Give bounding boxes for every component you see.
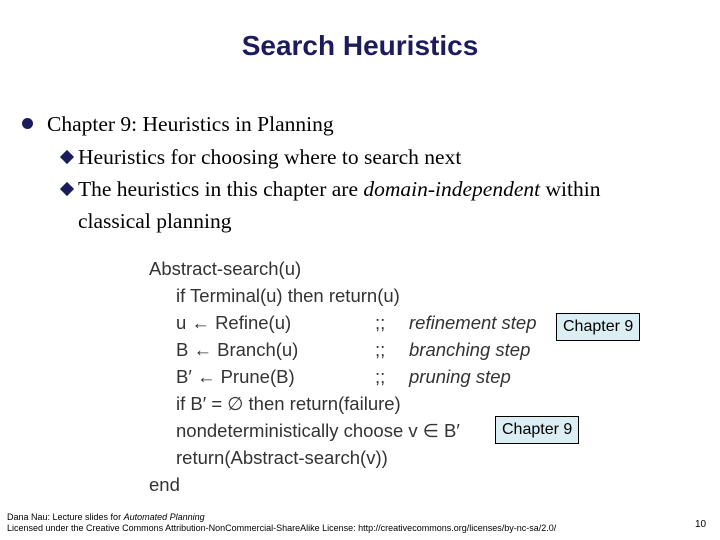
algo-comment-branching: branching step <box>409 339 531 360</box>
diamond-bullet-icon <box>60 150 74 164</box>
diamond-bullet-icon <box>60 182 74 196</box>
sub-bullet-2-text: The heuristics in this chapter are <box>78 177 364 201</box>
sub-bullet-2-continued: classical planning <box>78 209 232 233</box>
algo-comment-marker: ;; <box>375 312 386 333</box>
callout-chapter-9-choose: Chapter 9 <box>495 416 579 444</box>
sub-bullet-2-emphasis: domain-independent <box>363 177 541 201</box>
footer-license: Licensed under the Creative Commons Attribution-NonCommercial-ShareAlike License: http://creativecommons.org/licenses/by-nc-sa/2.0/ <box>7 523 557 533</box>
algo-line-9: end <box>149 474 180 495</box>
sub-bullet-2 <box>78 177 600 202</box>
algo-comment-marker: ;; <box>375 366 386 387</box>
footer-line-1 <box>7 512 556 523</box>
bullet-dot <box>22 118 33 129</box>
algo-line-2: if Terminal(u) then return(u) <box>176 285 400 306</box>
algo-comment-marker: ;; <box>375 339 386 360</box>
algo-comment-pruning: pruning step <box>409 366 511 387</box>
footer-book-title: Automated Planning <box>123 512 205 522</box>
algo-comment-refinement: refinement step <box>409 312 537 333</box>
algo-line-3: u ← Refine(u) <box>176 312 292 333</box>
page-number: 10 <box>695 519 707 530</box>
algo-line-7: nondeterministically choose v ∈ B′ <box>176 420 460 441</box>
sub-bullet-2-text-end: within <box>540 177 601 201</box>
footer-author: Dana Nau: Lecture slides for <box>7 512 124 522</box>
callout-chapter-9-refine: Chapter 9 <box>556 313 640 341</box>
algo-line-8: return(Abstract-search(v)) <box>176 447 388 468</box>
sub-bullet-1: Heuristics for choosing where to search next <box>78 145 462 169</box>
algo-line-1: Abstract-search(u) <box>149 258 302 279</box>
bullet-main: Chapter 9: Heuristics in Planning <box>47 112 334 136</box>
algo-line-5: B′ ← Prune(B) <box>176 366 295 387</box>
slide-title: Search Heuristics <box>241 30 479 61</box>
algo-line-6: if B′ = ∅ then return(failure) <box>176 393 401 414</box>
algo-line-4: B ← Branch(u) <box>176 339 299 360</box>
footer <box>7 512 556 534</box>
